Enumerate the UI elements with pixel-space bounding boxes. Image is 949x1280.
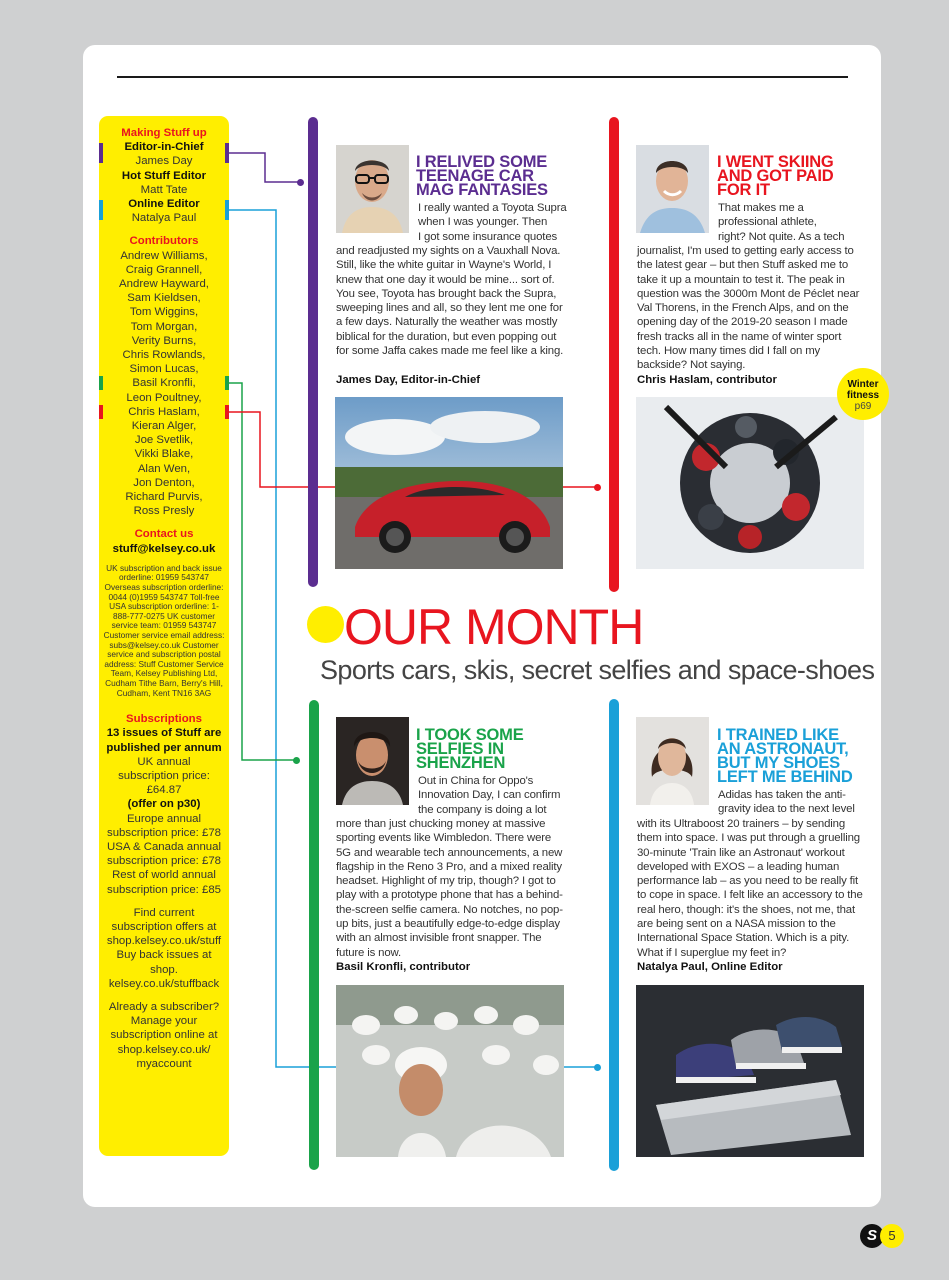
intro-chris: That makes me a professional athlete, right? Not quite. As a tech — [718, 202, 845, 243]
contributor-name: Craig Grannell, — [125, 263, 203, 276]
photo-ski-group-selfie — [636, 397, 864, 569]
byline-basil: Basil Kronfli, contributor — [336, 961, 471, 973]
subscriptions-title: Subscriptions — [126, 713, 202, 726]
portrait-james-day — [336, 145, 409, 233]
contributor-name: Ross Presly — [133, 505, 195, 518]
contact-email[interactable]: stuff@kelsey.co.uk — [112, 542, 216, 555]
role-name: James Day — [135, 155, 193, 168]
contact-title: Contact us — [134, 528, 194, 541]
role-title: Editor-in-Chief — [124, 141, 204, 154]
byline-chris: Chris Haslam, contributor — [637, 374, 777, 386]
intro-james: I really wanted a Toyota Supra when I was younger. Then I got some insurance quotes — [418, 202, 567, 243]
subs-europe: Europe annual subscription price: £78 — [107, 812, 221, 839]
intro-basil: Out in China for Oppo's Innovation Day, I can confirm the company is doing a lot — [418, 775, 561, 816]
contributor-name: Alan Wen, — [137, 462, 191, 475]
role-title: Hot Stuff Editor — [121, 169, 207, 182]
intro-natalya: Adidas has taken the anti- gravity idea to the next level — [718, 789, 855, 816]
column-bar-purple — [308, 117, 318, 587]
contributor-name: Verity Burns, — [131, 334, 197, 347]
connector-purple — [229, 153, 300, 182]
contributor-name: Andrew Williams, — [120, 249, 208, 262]
subs-issues: 13 issues of Stuff are published per annum — [106, 727, 222, 754]
headline-basil: I TOOK SOME SELFIES IN SHENZHEN — [416, 726, 524, 772]
contributor-name: Basil Kronfli, — [132, 377, 196, 390]
contributors-title: Contributors — [129, 235, 199, 248]
byline-natalya: Natalya Paul, Online Editor — [637, 961, 783, 973]
headline-james: I RELIVED SOME TEENAGE CAR MAG FANTASIES — [416, 153, 548, 199]
column-bar-blue — [609, 699, 619, 1171]
subs-usa: USA & Canada annual subscription price: £78 — [107, 841, 221, 868]
body-natalya: with its Ultraboost 20 trainers – by sending them into space. I was put through a gruelling 30-minute 'Train like an Astronaut' workout developed with EXOS – a leading human performance lab – as you need to be really fit to cope in space. I felt like an accessory to the real hero, though: it's the shoes, not me, that are being sent on a NASA mission to the International Space Station. Which is a pity. What if I superglue my feet in? — [637, 818, 863, 959]
headline-natalya: I TRAINED LIKE AN ASTRONAUT, BUT MY SHOES LEFT ME BEHIND — [717, 726, 853, 786]
photo-toyota-supra — [335, 397, 563, 569]
contributor-name: Richard Purvis, — [125, 491, 203, 504]
contributor-name: Andrew Hayward, — [119, 278, 209, 291]
body-chris: journalist, I'm used to getting early access to the latest gear – but then Stuff asked me to take it up a mountain to test it. The peak in question was the 3000m Mont de Péclet near Val Thorens, in the French Alps, and on the opening day of the 2019-20 season I made fresh tracks all in the name of winter sport tech. How many times did I fall on my backside? Not saying. — [637, 245, 860, 372]
contributor-name: Sam Kieldsen, — [127, 292, 201, 305]
winter-badge-page: p69 — [854, 401, 872, 412]
contributor-name: Chris Haslam, — [128, 405, 200, 418]
contributor-name: Simon Lucas, — [129, 363, 199, 376]
contributor-name: Vikki Blake, — [134, 448, 194, 461]
section-dot — [307, 606, 344, 643]
photo-shenzhen-selfie — [336, 985, 564, 1157]
contact-details: UK subscription and back issue orderline: 01959 543747 Overseas subscription orderline: 0044 (0)1959 543747 Toll-free USA subscription orderline: 1-888-777-0275 UK customer service team: 01959 543747 Customer service email address: subs@kelsey.co.uk Customer service and subscription postal address: Stuff Customer Service Team, Kelsey Publishing Ltd, Cudham Tithe Barn, Berry's Hill, Cudham, Kent TN16 3AG — [103, 562, 225, 698]
find-offers[interactable]: Find current subscription offers at shop.kelsey.co.uk/stuff Buy back issues at shop. kelsey.co.uk/stuffback — [106, 906, 222, 990]
role-name: Natalya Paul — [131, 212, 197, 225]
page-number-value: 5 — [880, 1224, 904, 1248]
contributor-name: Leon Poultney, — [126, 391, 202, 404]
connector-dot — [594, 1064, 601, 1071]
contributor-name: Joe Svetlik, — [134, 434, 194, 447]
portrait-chris-haslam — [636, 145, 709, 233]
body-basil: more than just chucking money at massive sporting events like Wimbledon. There were 5G and wearable tech announcements, a new flagship in the Reno 3 Pro, and a mixed reality headset. Highlight of my trip, though? I got to play with a prototype phone that has a behind-the-screen selfie camera. No notches, no pop-up bits, just a beautifully edge-to-edge display with an almost invisible front snapper. The future is now. — [336, 818, 563, 959]
subs-uk: UK annual subscription price: £64.87 — [118, 755, 210, 797]
role-title: Online Editor — [128, 198, 200, 211]
contributor-name: Tom Morgan, — [130, 320, 198, 333]
byline-james: James Day, Editor-in-Chief — [336, 374, 481, 386]
connector-dot — [293, 757, 300, 764]
winter-badge-title: Winter fitness — [846, 379, 880, 401]
stuff-logo-icon: S — [860, 1224, 884, 1248]
connector-dot — [594, 484, 601, 491]
headline-chris: I WENT SKIING AND GOT PAID FOR IT — [717, 153, 834, 199]
contributor-name: Chris Rowlands, — [122, 349, 206, 362]
contributor-name: Tom Wiggins, — [129, 306, 199, 319]
connector-green — [229, 383, 297, 760]
connector-dot — [297, 179, 304, 186]
photo-ultraboost-shoes — [636, 985, 864, 1157]
column-bar-green — [309, 700, 319, 1170]
portrait-natalya-paul — [636, 717, 709, 805]
making-title: Making Stuff up — [121, 127, 207, 139]
portrait-basil-kronfli — [336, 717, 409, 805]
already-subscriber[interactable]: Already a subscriber? Manage your subscription online at shop.kelsey.co.uk/ myaccount — [108, 1001, 220, 1070]
winter-fitness-badge[interactable] — [837, 368, 889, 420]
contributor-name: Jon Denton, — [133, 476, 195, 489]
subs-row: Rest of world annual subscription price: £85 — [107, 869, 221, 896]
subs-offer: (offer on p30) — [127, 798, 201, 811]
body-james: and readjusted my sights on a Vauxhall Nova. Still, like the white guitar in Wayne's World, I knew that one day it would be mine... sort of. You see, Toyota has brought back the Supra, sweeping lines and all, so they lent me one for a few days. Naturally the weather was mostly biblical for the duration, but even popping out for some Jaffa cakes made me feel like a king. — [336, 245, 564, 358]
contributor-name: Kieran Alger, — [131, 420, 197, 433]
section-title: OUR MONTH — [344, 599, 644, 655]
column-bar-red — [609, 117, 619, 592]
section-subtitle: Sports cars, skis, secret selfies and space-shoes — [320, 655, 875, 685]
role-name: Matt Tate — [140, 183, 188, 196]
